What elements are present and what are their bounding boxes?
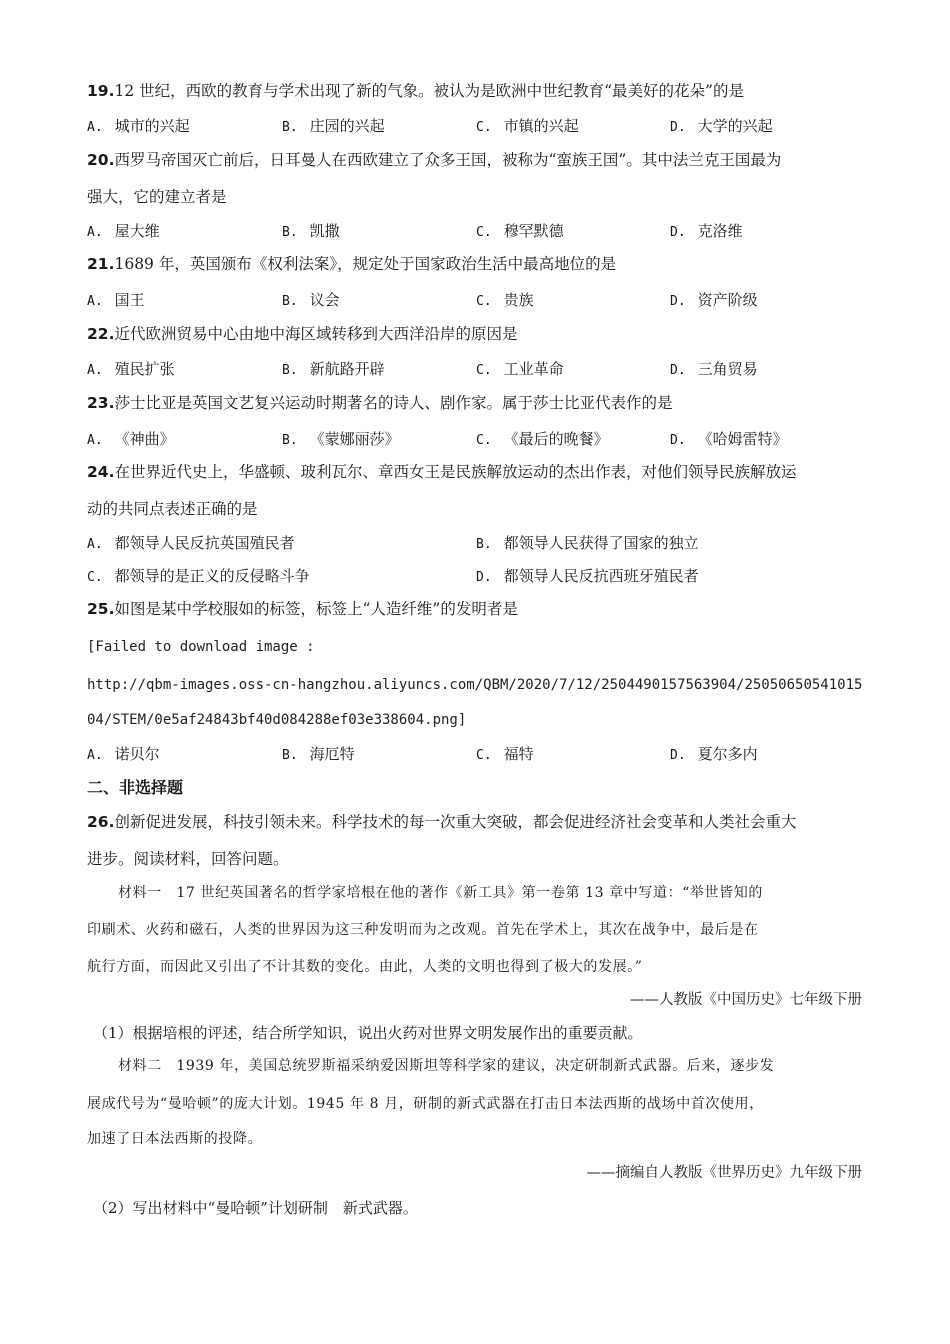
q23-option-a bbox=[87, 429, 175, 451]
question-text: 12 世纪，西欧的教育与学术出现了新的气象。被认为是欧洲中世纪教育“最美好的花朵”的是 bbox=[114, 82, 744, 100]
question-24-stem-cont: 动的共同点表述正确的是 bbox=[87, 500, 258, 518]
option-letter: A. bbox=[87, 363, 103, 378]
option-letter: A. bbox=[87, 748, 103, 763]
option-text: 新航路开辟 bbox=[309, 360, 385, 378]
q24-option-c bbox=[87, 566, 310, 588]
option-text: 夏尔多内 bbox=[697, 745, 758, 763]
option-letter: B. bbox=[282, 225, 298, 240]
q25-option-d bbox=[670, 744, 758, 766]
material-1-cont: 航行方面，而因此又引出了不计其数的变化。由此，人类的文明也得到了极大的发展。” bbox=[87, 959, 643, 975]
material-1: 材料一 17 世纪英国著名的哲学家培根在他的著作《新工具》第一卷第 13 章中写道：“举世皆知的 bbox=[118, 885, 763, 901]
q23-option-d bbox=[670, 429, 788, 451]
material-2: 材料二 1939 年，美国总统罗斯福采纳爱因斯坦等科学家的建议，决定研制新式武器。后来，逐步发 bbox=[118, 1058, 775, 1074]
option-letter: A. bbox=[87, 433, 103, 448]
material-2-cont: 展成代号为“曼哈顿”的庞大计划。1945 年 8 月，研制的新式武器在打击日本法西斯的战场中首次使用， bbox=[87, 1096, 764, 1112]
q21-option-a bbox=[87, 290, 145, 312]
q21-option-c bbox=[476, 290, 534, 312]
q22-option-a bbox=[87, 359, 175, 381]
q19-option-d bbox=[670, 116, 773, 138]
question-26-stem-cont: 进步。阅读材料，回答问题。 bbox=[87, 850, 289, 868]
option-letter: B. bbox=[476, 537, 492, 552]
option-text: 克洛维 bbox=[697, 222, 743, 240]
q24-option-b bbox=[476, 533, 699, 555]
question-21-stem bbox=[87, 254, 616, 274]
option-letter: C. bbox=[476, 294, 492, 309]
q20-option-d bbox=[670, 221, 743, 243]
option-letter: B. bbox=[282, 363, 298, 378]
sub-question-1: （1）根据培根的评述，结合所学知识，说出火药对世界文明发展作出的重要贡献。 bbox=[93, 1024, 643, 1042]
option-letter: D. bbox=[476, 570, 492, 585]
option-letter: C. bbox=[476, 120, 492, 135]
question-23-stem bbox=[87, 393, 672, 413]
q25-option-b bbox=[282, 744, 355, 766]
question-19-stem bbox=[87, 81, 744, 101]
question-text: 近代欧洲贸易中心由地中海区域转移到大西洋沿岸的原因是 bbox=[114, 325, 518, 343]
question-number: 24. bbox=[87, 463, 115, 481]
option-letter: C. bbox=[87, 570, 103, 585]
option-text: 《神曲》 bbox=[114, 430, 175, 448]
question-number: 25. bbox=[87, 600, 115, 618]
question-26-stem bbox=[87, 812, 796, 832]
option-text: 城市的兴起 bbox=[114, 117, 190, 135]
question-number: 26. bbox=[87, 813, 115, 831]
option-letter: C. bbox=[476, 433, 492, 448]
q22-option-d bbox=[670, 359, 758, 381]
option-text: 国王 bbox=[114, 291, 145, 309]
section-heading: 二、非选择题 bbox=[87, 778, 184, 797]
question-22-stem bbox=[87, 324, 517, 344]
question-text: 如图是某中学校服如的标签，标签上“人造纤维”的发明者是 bbox=[114, 600, 518, 618]
option-text: 穆罕默德 bbox=[503, 222, 564, 240]
option-letter: B. bbox=[282, 748, 298, 763]
option-text: 殖民扩张 bbox=[114, 360, 175, 378]
material-1-cont: 印刷术、火药和磁石，人类的世界因为这三种发明而为之改观。首先在学术上，其次在战争中，最后是在 bbox=[87, 922, 759, 938]
option-text: 《哈姆雷特》 bbox=[697, 430, 788, 448]
q21-option-b bbox=[282, 290, 340, 312]
option-letter: D. bbox=[670, 294, 686, 309]
option-letter: B. bbox=[282, 294, 298, 309]
option-letter: C. bbox=[476, 225, 492, 240]
q22-option-c bbox=[476, 359, 564, 381]
q24-option-d bbox=[476, 566, 699, 588]
option-letter: D. bbox=[670, 433, 686, 448]
question-text: 创新促进发展，科技引领未来。科学技术的每一次重大突破，都会促进经济社会变革和人类社会重大 bbox=[114, 813, 797, 831]
q20-option-b bbox=[282, 221, 340, 243]
option-text: 都领导人民获得了国家的独立 bbox=[503, 534, 699, 552]
image-error-url: http://qbm-images.oss-cn-hangzhou.aliyuncs.com/QBM/2020/7/12/2504490157563904/25050650541015 bbox=[87, 677, 863, 693]
option-text: 都领导的是正义的反侵略斗争 bbox=[114, 567, 310, 585]
option-letter: A. bbox=[87, 225, 103, 240]
question-number: 22. bbox=[87, 325, 115, 343]
option-text: 三角贸易 bbox=[697, 360, 758, 378]
material-2-source: ——摘编自人教版《世界历史》九年级下册 bbox=[586, 1165, 862, 1181]
option-letter: D. bbox=[670, 225, 686, 240]
question-25-stem bbox=[87, 599, 518, 619]
option-text: 《最后的晚餐》 bbox=[503, 430, 609, 448]
option-letter: D. bbox=[670, 363, 686, 378]
q23-option-b bbox=[282, 429, 400, 451]
question-number: 21. bbox=[87, 255, 115, 273]
option-text: 福特 bbox=[503, 745, 534, 763]
option-letter: D. bbox=[670, 748, 686, 763]
option-text: 都领导人民反抗英国殖民者 bbox=[114, 534, 295, 552]
image-error-url-cont: 04/STEM/0e5af24843bf40d084288ef03e338604.png] bbox=[87, 712, 467, 728]
question-text: 莎士比亚是英国文艺复兴运动时期著名的诗人、剧作家。属于莎士比亚代表作的是 bbox=[114, 394, 673, 412]
option-text: 资产阶级 bbox=[697, 291, 758, 309]
question-text: 西罗马帝国灭亡前后，日耳曼人在西欧建立了众多王国，被称为“蛮族王国”。其中法兰克王国最为 bbox=[114, 151, 782, 169]
question-number: 23. bbox=[87, 394, 115, 412]
option-text: 贵族 bbox=[503, 291, 534, 309]
question-number: 19. bbox=[87, 82, 115, 100]
option-text: 议会 bbox=[309, 291, 340, 309]
q19-option-b bbox=[282, 116, 385, 138]
option-text: 《蒙娜丽莎》 bbox=[309, 430, 400, 448]
question-text: 在世界近代史上，华盛顿、玻利瓦尔、章西女王是民族解放运动的杰出作表，对他们领导民族解放运 bbox=[114, 463, 797, 481]
question-20-stem bbox=[87, 150, 781, 170]
sub-question-2: （2）写出材料中“曼哈顿”计划研制 新式武器。 bbox=[93, 1199, 418, 1217]
question-text: 1689 年，英国颁布《权利法案》，规定处于国家政治生活中最高地位的是 bbox=[114, 255, 617, 273]
option-text: 市镇的兴起 bbox=[503, 117, 579, 135]
option-text: 大学的兴起 bbox=[697, 117, 773, 135]
option-text: 凯撒 bbox=[309, 222, 340, 240]
q22-option-b bbox=[282, 359, 385, 381]
q19-option-a bbox=[87, 116, 190, 138]
option-text: 海厄特 bbox=[309, 745, 355, 763]
option-text: 都领导人民反抗西班牙殖民者 bbox=[503, 567, 699, 585]
question-20-stem-cont: 强大，它的建立者是 bbox=[87, 188, 227, 206]
q20-option-c bbox=[476, 221, 564, 243]
option-letter: B. bbox=[282, 120, 298, 135]
q25-option-c bbox=[476, 744, 534, 766]
option-letter: B. bbox=[282, 433, 298, 448]
q25-option-a bbox=[87, 744, 160, 766]
question-number: 20. bbox=[87, 151, 115, 169]
question-24-stem bbox=[87, 462, 796, 482]
q23-option-c bbox=[476, 429, 609, 451]
q20-option-a bbox=[87, 221, 160, 243]
q24-option-a bbox=[87, 533, 295, 555]
material-2-cont: 加速了日本法西斯的投降。 bbox=[87, 1131, 263, 1147]
material-1-source: ——人教版《中国历史》七年级下册 bbox=[630, 992, 862, 1008]
option-letter: A. bbox=[87, 537, 103, 552]
option-letter: A. bbox=[87, 120, 103, 135]
option-text: 屋大维 bbox=[114, 222, 160, 240]
option-text: 诺贝尔 bbox=[114, 745, 160, 763]
q21-option-d bbox=[670, 290, 758, 312]
option-letter: D. bbox=[670, 120, 686, 135]
image-error-text: [Failed to download image : bbox=[87, 639, 315, 655]
q19-option-c bbox=[476, 116, 579, 138]
option-text: 工业革命 bbox=[503, 360, 564, 378]
option-text: 庄园的兴起 bbox=[309, 117, 385, 135]
option-letter: A. bbox=[87, 294, 103, 309]
option-letter: C. bbox=[476, 363, 492, 378]
option-letter: C. bbox=[476, 748, 492, 763]
